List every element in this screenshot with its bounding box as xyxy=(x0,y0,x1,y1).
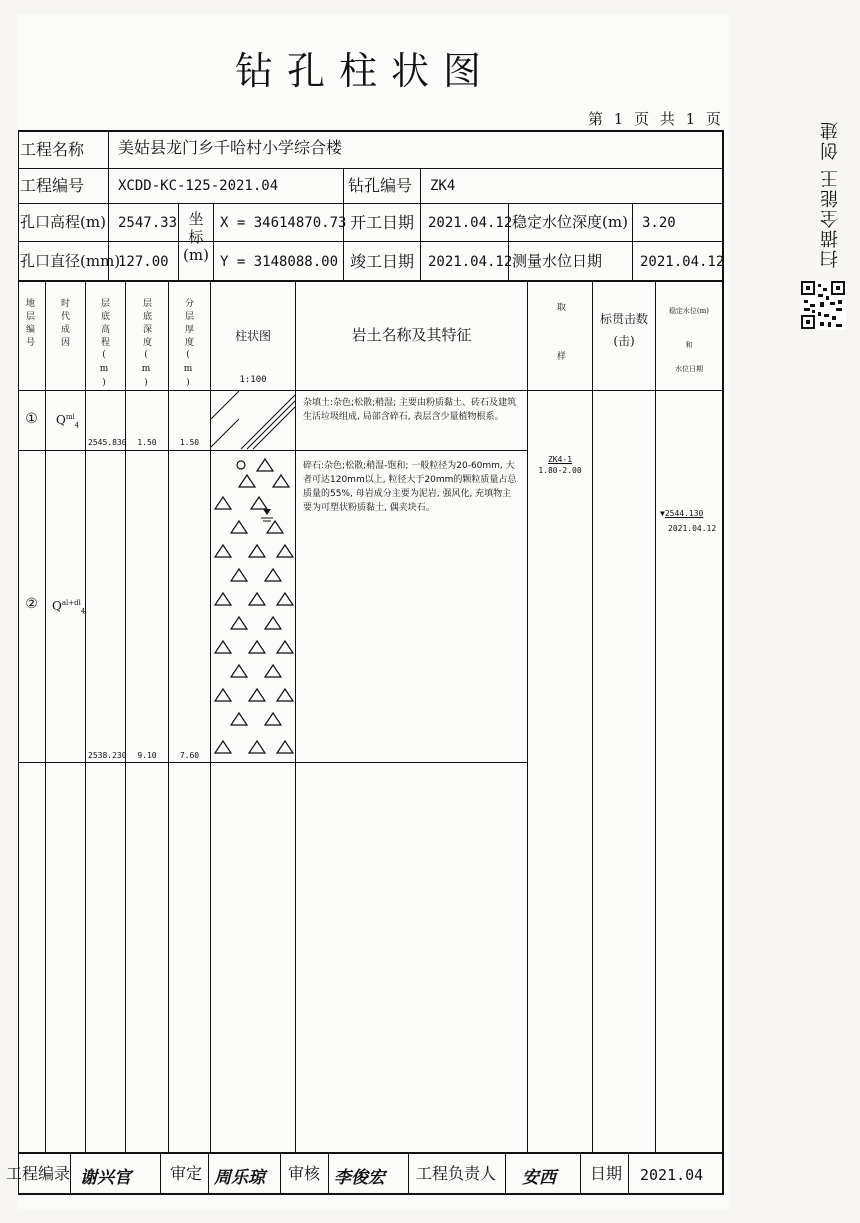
rule xyxy=(18,241,724,242)
rule xyxy=(632,203,633,281)
rule xyxy=(655,281,656,1153)
stable-wl: 3.20 xyxy=(642,215,676,231)
measure-date: 2021.04.12 xyxy=(640,254,725,270)
layer-1-bottom-elev: 2545.830 xyxy=(88,438,127,447)
layer-2-bottom-elev: 2538.230 xyxy=(88,751,127,760)
rule xyxy=(527,281,528,1153)
col-thickness: 分层厚度(m) xyxy=(183,298,193,392)
rule xyxy=(178,203,179,281)
sample-id: ZK4-1 xyxy=(547,455,573,464)
col-layer-no: 地层编号 xyxy=(24,298,34,350)
rule xyxy=(18,203,724,204)
col-sample: 取样 xyxy=(555,302,565,400)
rule xyxy=(18,1152,724,1154)
layer-2-thickness: 7.60 xyxy=(179,751,200,760)
col-spt: 标贯击数(击) xyxy=(599,312,648,348)
layer-2-no: ② xyxy=(25,596,38,612)
col-era: 时代成因 xyxy=(59,298,69,350)
rule xyxy=(85,281,86,1153)
footer-date: 2021.04 xyxy=(640,1166,704,1184)
measure-date-label: 测量水位日期 xyxy=(512,252,603,270)
lead-label: 工程负责人 xyxy=(416,1164,497,1183)
review-label: 审核 xyxy=(288,1164,321,1183)
water-level-triangle-icon: ▼ xyxy=(660,509,665,518)
page-info: 第 1 页 共 1 页 xyxy=(588,110,724,128)
compiler-signature: 谢兴官 xyxy=(80,1168,131,1188)
border-top xyxy=(18,130,724,132)
rule xyxy=(280,1153,281,1194)
rule xyxy=(18,168,724,169)
lithology-column xyxy=(211,391,295,762)
qr-code-icon xyxy=(800,280,846,330)
approve-signature: 周乐琼 xyxy=(214,1168,265,1188)
col-bottom-depth: 层底深度(m) xyxy=(141,298,151,392)
layer-2-era: $Q^{al+dl}_4$ xyxy=(52,599,86,616)
approve-label: 审定 xyxy=(170,1164,203,1183)
water-table-icon xyxy=(261,509,273,521)
review-signature: 李俊宏 xyxy=(334,1168,385,1188)
rule xyxy=(295,281,296,1153)
water-date: 2021.04.12 xyxy=(668,524,717,533)
hole-no: ZK4 xyxy=(430,178,456,194)
col-water-c: 水位日期 xyxy=(675,365,703,373)
project-no-label: 工程编号 xyxy=(20,176,85,195)
rule xyxy=(213,241,343,242)
rule xyxy=(18,762,528,763)
border-left xyxy=(18,130,19,1195)
diameter: 127.00 xyxy=(118,254,169,270)
hole-no-label: 钻孔编号 xyxy=(348,176,413,195)
rule xyxy=(18,390,724,391)
rule xyxy=(328,1153,329,1194)
rule xyxy=(18,280,724,282)
rule xyxy=(505,1153,506,1194)
gravel-pattern xyxy=(215,459,293,753)
layer-1-bottom-depth: 1.50 xyxy=(137,438,157,447)
layer-2-bottom-depth: 9.10 xyxy=(137,751,157,760)
col-bottom-elev: 层底高程(m) xyxy=(99,298,109,392)
date-label: 日期 xyxy=(590,1164,623,1183)
border-right xyxy=(722,130,724,1195)
project-no: XCDD-KC-125-2021.04 xyxy=(118,178,279,194)
layer-1-thickness: 1.50 xyxy=(179,438,200,447)
start-date-label: 开工日期 xyxy=(350,213,415,232)
compiler-label: 工程编录 xyxy=(6,1164,71,1183)
diameter-label: 孔口直径(mm) xyxy=(20,252,121,270)
rule xyxy=(125,281,126,1153)
fill-hatch xyxy=(211,391,295,449)
rule xyxy=(45,281,46,1153)
rule xyxy=(168,281,169,1153)
elevation: 2547.33 xyxy=(118,215,178,231)
rule xyxy=(160,1153,161,1194)
start-date: 2021.04.12 xyxy=(428,215,513,231)
col-water-b: 和 xyxy=(685,341,693,349)
rule xyxy=(213,203,214,281)
layer-1-no: ① xyxy=(25,411,38,427)
layer-2-description: 碎石:杂色;松散;稍湿-饱和; 一般粒径为20-60mm, 大者可达120mm以上, 粒径大于20mm的颗粒质量占总质量的55%, 母岩成分主要为泥岩, 强风化, 充填物主要为可塑状粉质黏土, 偶夹块石。 xyxy=(303,461,517,513)
coord-x: X = 34614870.73 xyxy=(220,215,347,231)
coord-y: Y = 3148088.00 xyxy=(220,254,339,270)
end-date-label: 竣工日期 xyxy=(350,252,415,271)
col-scale: 1:100 xyxy=(239,375,267,385)
border-bottom xyxy=(18,1193,724,1195)
sample-depth: 1.80-2.00 xyxy=(538,466,582,475)
rule xyxy=(408,1153,409,1194)
project-name-label: 工程名称 xyxy=(20,140,85,159)
end-date: 2021.04.12 xyxy=(428,254,513,270)
rule xyxy=(592,281,593,1153)
project-name: 美姑县龙门乡千哈村小学综合楼 xyxy=(118,138,343,157)
elevation-label: 孔口高程(m) xyxy=(20,213,106,231)
rule xyxy=(420,168,421,281)
col-water-a: 稳定水位(m) xyxy=(668,307,710,315)
col-column-chart: 柱状图 xyxy=(234,329,271,343)
water-level: ▼2544.130 xyxy=(660,509,704,518)
stable-wl-label: 稳定水位深度(m) xyxy=(512,213,628,231)
page-title: 钻孔柱状图 xyxy=(234,49,495,93)
coord-label: 坐标(m) xyxy=(183,210,209,264)
rule xyxy=(580,1153,581,1194)
layer-1-era: $Q^{ml}_4$ xyxy=(56,413,80,430)
rule xyxy=(70,1153,71,1194)
rule xyxy=(208,1153,209,1194)
scanner-watermark: 扫描全能王 创建 xyxy=(820,120,841,268)
layer-1-description: 杂填土:杂色;松散;稍湿; 主要由粉质黏土、砖石及建筑生活垃圾组成, 局部含碎石, 表层含少量植物根系。 xyxy=(303,398,516,422)
rule xyxy=(628,1153,629,1194)
lead-signature: 安西 xyxy=(522,1168,556,1188)
col-description: 岩土名称及其特征 xyxy=(351,326,472,344)
